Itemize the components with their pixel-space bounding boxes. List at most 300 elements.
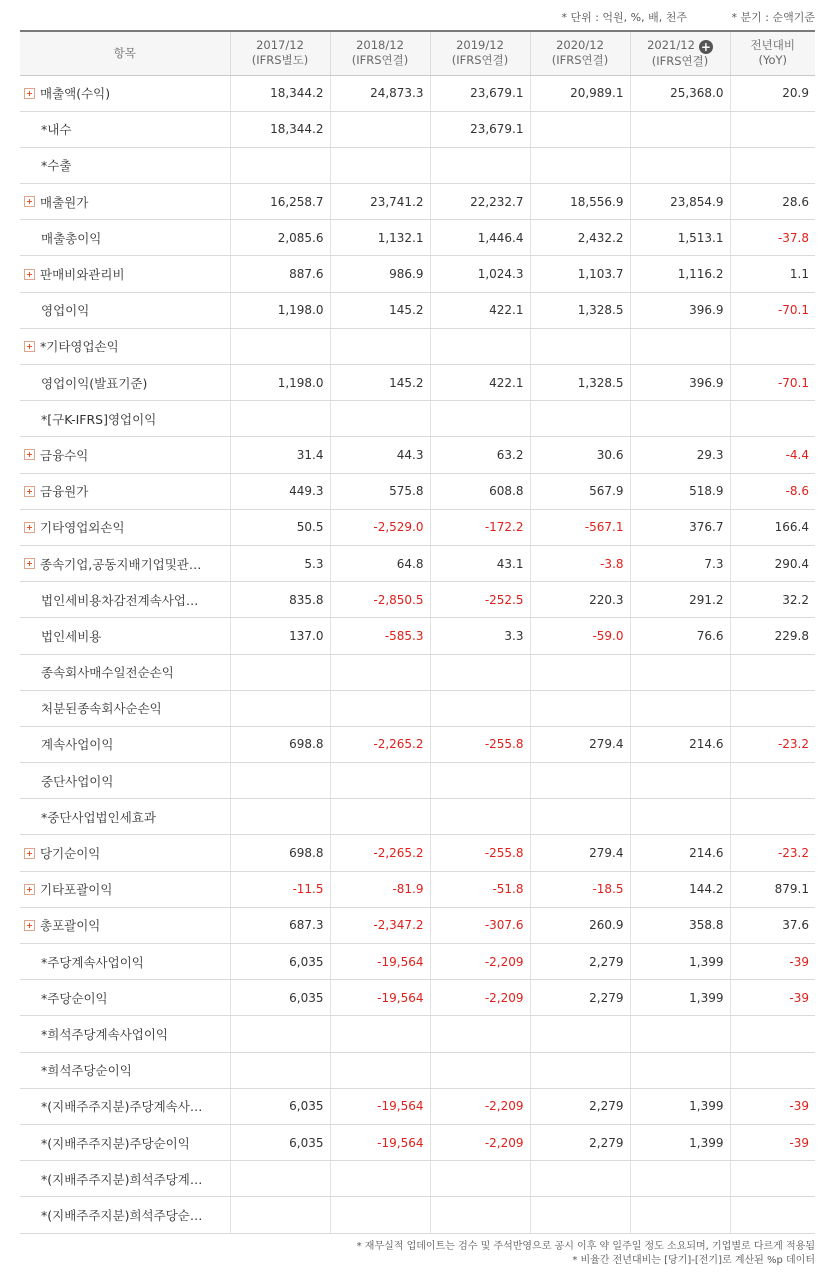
table-row (20, 147, 815, 183)
value-cell: 1,399 (630, 944, 730, 980)
value-cell (530, 401, 630, 437)
value-cell: -4.4 (730, 437, 815, 473)
value-cell: -2,209 (430, 980, 530, 1016)
row-label: *[구K-IFRS]영업이익 (41, 411, 157, 427)
value-cell: 37.6 (730, 907, 815, 943)
value-cell: 422.1 (430, 292, 530, 328)
row-label-cell[interactable] (20, 437, 230, 473)
row-label: *(지배주주지분)주당계속사… (41, 1099, 203, 1115)
row-label-cell[interactable] (20, 509, 230, 545)
value-cell: -39 (730, 1088, 815, 1124)
value-cell: 376.7 (630, 509, 730, 545)
value-cell: -2,209 (430, 944, 530, 980)
value-cell: 1,328.5 (530, 365, 630, 401)
value-cell (230, 401, 330, 437)
value-cell: -39 (730, 1124, 815, 1160)
row-label: *주당계속사업이익 (41, 954, 144, 970)
value-cell: 6,035 (230, 1124, 330, 1160)
value-cell: 2,279 (530, 944, 630, 980)
value-cell (330, 1052, 430, 1088)
row-label: *수출 (41, 158, 72, 174)
value-cell: 608.8 (430, 473, 530, 509)
row-label-cell (20, 1088, 230, 1124)
value-cell: 18,556.9 (530, 184, 630, 220)
footnote-update: * 재무실적 업데이트는 검수 및 주석반영으로 공시 이후 약 일주일 정도 소요되며, 기업별로 다르게 적용됨 (356, 1240, 815, 1252)
value-cell: 144.2 (630, 871, 730, 907)
header-2021: 2021/12 + (IFRS연결) (630, 31, 730, 75)
value-cell: -19,564 (330, 944, 430, 980)
expand-plus-icon[interactable] (24, 884, 35, 895)
value-cell: 6,035 (230, 1088, 330, 1124)
value-cell: -2,265.2 (330, 726, 430, 762)
table-row (20, 1197, 815, 1233)
value-cell (730, 690, 815, 726)
value-cell (330, 690, 430, 726)
value-cell: -18.5 (530, 871, 630, 907)
row-label: 종속기업,공동지배기업및관… (40, 556, 202, 572)
value-cell: 1,399 (630, 1124, 730, 1160)
value-cell (530, 1161, 630, 1197)
value-cell: 22,232.7 (430, 184, 530, 220)
value-cell: 44.3 (330, 437, 430, 473)
value-cell: 396.9 (630, 292, 730, 328)
value-cell: 1,446.4 (430, 220, 530, 256)
row-label: 매출총이익 (41, 230, 102, 246)
row-label: 중단사업이익 (41, 773, 114, 789)
row-label: 영업이익 (41, 303, 90, 319)
value-cell: 23,679.1 (430, 111, 530, 147)
value-cell: 1,198.0 (230, 365, 330, 401)
value-cell: 214.6 (630, 726, 730, 762)
row-label-cell (20, 365, 230, 401)
table-row (20, 726, 815, 762)
row-label: 금융원가 (40, 484, 89, 500)
value-cell: 2,279 (530, 1124, 630, 1160)
value-cell: -585.3 (330, 618, 430, 654)
value-cell (630, 111, 730, 147)
value-cell: 23,854.9 (630, 184, 730, 220)
row-label-cell (20, 763, 230, 799)
table-row (20, 799, 815, 835)
expand-plus-icon[interactable] (24, 920, 35, 931)
table-row (20, 292, 815, 328)
value-cell: 1,328.5 (530, 292, 630, 328)
row-label: *내수 (41, 122, 72, 138)
row-label-cell[interactable] (20, 871, 230, 907)
value-cell: 290.4 (730, 545, 815, 581)
row-label: 금융수익 (40, 447, 89, 463)
value-cell (530, 1197, 630, 1233)
expand-plus-icon[interactable] (24, 196, 35, 207)
row-label-cell[interactable] (20, 328, 230, 364)
row-label-cell (20, 1197, 230, 1233)
row-label: *중단사업법인세효과 (41, 809, 156, 825)
value-cell: 279.4 (530, 726, 630, 762)
row-label: 계속사업이익 (41, 737, 114, 753)
row-label-cell[interactable] (20, 907, 230, 943)
value-cell (630, 763, 730, 799)
value-cell (230, 763, 330, 799)
value-cell (730, 111, 815, 147)
value-cell (730, 1016, 815, 1052)
value-cell: -81.9 (330, 871, 430, 907)
value-cell: 6,035 (230, 944, 330, 980)
value-cell (430, 763, 530, 799)
table-row (20, 509, 815, 545)
value-cell: -70.1 (730, 292, 815, 328)
value-cell: 1,132.1 (330, 220, 430, 256)
table-row (20, 690, 815, 726)
table-row (20, 473, 815, 509)
table-row (20, 365, 815, 401)
header-2020: 2020/12 (IFRS연결) (530, 31, 630, 75)
unit-label: * 단위 : 억원, %, 배, 천주 (561, 11, 687, 24)
row-label: 매출액(수익) (40, 86, 111, 102)
value-cell: -255.8 (430, 835, 530, 871)
table-row (20, 328, 815, 364)
row-label-cell (20, 1016, 230, 1052)
value-cell: 25,368.0 (630, 75, 730, 111)
value-cell: -2,209 (430, 1088, 530, 1124)
value-cell: 23,741.2 (330, 184, 430, 220)
header-2018: 2018/12 (IFRS연결) (330, 31, 430, 75)
row-label-cell (20, 147, 230, 183)
value-cell (330, 1016, 430, 1052)
value-cell (330, 1161, 430, 1197)
row-label: *주당순이익 (41, 990, 108, 1006)
table-row (20, 1052, 815, 1088)
value-cell: 24,873.3 (330, 75, 430, 111)
value-cell: 32.2 (730, 582, 815, 618)
value-cell: 137.0 (230, 618, 330, 654)
value-cell (430, 654, 530, 690)
value-cell (730, 763, 815, 799)
value-cell: 28.6 (730, 184, 815, 220)
header-2017: 2017/12 (IFRS별도) (230, 31, 330, 75)
value-cell: 20,989.1 (530, 75, 630, 111)
value-cell: -19,564 (330, 1124, 430, 1160)
value-cell: 145.2 (330, 292, 430, 328)
value-cell: 214.6 (630, 835, 730, 871)
value-cell: -2,529.0 (330, 509, 430, 545)
row-label-cell (20, 220, 230, 256)
value-cell (230, 1052, 330, 1088)
table-row (20, 437, 815, 473)
value-cell: 279.4 (530, 835, 630, 871)
table-row (20, 618, 815, 654)
value-cell: -37.8 (730, 220, 815, 256)
value-cell: -23.2 (730, 835, 815, 871)
value-cell: -39 (730, 944, 815, 980)
row-label: 법인세비용차감전계속사업… (41, 592, 199, 608)
value-cell (430, 1197, 530, 1233)
value-cell (730, 328, 815, 364)
row-label: *기타영업손익 (40, 339, 119, 355)
row-label-cell (20, 726, 230, 762)
value-cell: 396.9 (630, 365, 730, 401)
value-cell: 879.1 (730, 871, 815, 907)
value-cell (630, 690, 730, 726)
expand-plus-icon[interactable] (24, 522, 35, 533)
value-cell: 31.4 (230, 437, 330, 473)
value-cell (730, 1197, 815, 1233)
table-header-row (20, 31, 815, 75)
expand-plus-icon[interactable] (24, 341, 35, 352)
row-label-cell (20, 1052, 230, 1088)
basis-label: * 분기 : 순액기준 (731, 11, 815, 24)
value-cell (230, 1197, 330, 1233)
table-row (20, 545, 815, 581)
value-cell: 260.9 (530, 907, 630, 943)
value-cell: 220.3 (530, 582, 630, 618)
financial-table (20, 30, 815, 1234)
table-row (20, 1088, 815, 1124)
row-label-cell (20, 654, 230, 690)
value-cell: -8.6 (730, 473, 815, 509)
row-label-cell (20, 401, 230, 437)
unit-note (0, 0, 835, 30)
table-row (20, 1124, 815, 1160)
row-label: 총포괄이익 (40, 918, 101, 934)
value-cell (530, 763, 630, 799)
table-row (20, 401, 815, 437)
value-cell: 575.8 (330, 473, 430, 509)
value-cell (230, 328, 330, 364)
value-cell (730, 1161, 815, 1197)
table-row (20, 871, 815, 907)
value-cell: -51.8 (430, 871, 530, 907)
value-cell: 1.1 (730, 256, 815, 292)
value-cell: 64.8 (330, 545, 430, 581)
row-label: 처분된종속회사순손익 (41, 701, 162, 717)
value-cell: 16,258.7 (230, 184, 330, 220)
value-cell: 145.2 (330, 365, 430, 401)
value-cell: -70.1 (730, 365, 815, 401)
row-label-cell (20, 1161, 230, 1197)
value-cell (730, 1052, 815, 1088)
table-row (20, 1161, 815, 1197)
value-cell: 166.4 (730, 509, 815, 545)
value-cell: 1,116.2 (630, 256, 730, 292)
table-row (20, 220, 815, 256)
row-label: *희석주당순이익 (41, 1063, 132, 1079)
value-cell (730, 654, 815, 690)
value-cell: -23.2 (730, 726, 815, 762)
expand-plus-icon[interactable] (24, 269, 35, 280)
value-cell (330, 401, 430, 437)
expand-plus-icon[interactable] (24, 558, 35, 569)
value-cell: 518.9 (630, 473, 730, 509)
row-label: 판매비와관리비 (40, 267, 125, 283)
expand-plus-icon[interactable] (24, 449, 35, 460)
row-label: 기타영업외손익 (40, 520, 125, 536)
value-cell: 698.8 (230, 835, 330, 871)
row-label-cell (20, 1124, 230, 1160)
value-cell: -307.6 (430, 907, 530, 943)
value-cell (630, 1197, 730, 1233)
value-cell (530, 1016, 630, 1052)
footnote-ratio: * 비율간 전년대비는 [당기]-[전기]로 계산된 %p 데이터 (572, 1254, 815, 1266)
value-cell (230, 1161, 330, 1197)
value-cell (530, 111, 630, 147)
value-cell (230, 1016, 330, 1052)
value-cell: -567.1 (530, 509, 630, 545)
row-label-cell (20, 582, 230, 618)
value-cell (230, 799, 330, 835)
expand-plus-icon[interactable] (24, 88, 35, 99)
value-cell: 687.3 (230, 907, 330, 943)
row-label-cell[interactable] (20, 184, 230, 220)
value-cell (330, 763, 430, 799)
value-cell: 229.8 (730, 618, 815, 654)
value-cell (530, 690, 630, 726)
row-label-cell (20, 799, 230, 835)
value-cell (630, 147, 730, 183)
row-label: *(지배주주지분)희석주당계… (41, 1171, 203, 1187)
header-2019: 2019/12 (IFRS연결) (430, 31, 530, 75)
value-cell: -2,850.5 (330, 582, 430, 618)
value-cell (730, 147, 815, 183)
expand-plus-icon[interactable] (24, 848, 35, 859)
value-cell: 50.5 (230, 509, 330, 545)
value-cell (330, 111, 430, 147)
value-cell: 43.1 (430, 545, 530, 581)
value-cell (730, 799, 815, 835)
value-cell (430, 147, 530, 183)
value-cell (430, 401, 530, 437)
row-label-cell[interactable] (20, 835, 230, 871)
value-cell (430, 1016, 530, 1052)
value-cell (230, 690, 330, 726)
row-label-cell[interactable] (20, 75, 230, 111)
table-row (20, 835, 815, 871)
value-cell: -2,347.2 (330, 907, 430, 943)
header-yoy: 전년대비 (YoY) (730, 31, 815, 75)
value-cell (530, 654, 630, 690)
value-cell: 422.1 (430, 365, 530, 401)
value-cell: 2,085.6 (230, 220, 330, 256)
expand-plus-icon[interactable] (24, 486, 35, 497)
value-cell: -59.0 (530, 618, 630, 654)
value-cell: -11.5 (230, 871, 330, 907)
value-cell: 2,279 (530, 1088, 630, 1124)
value-cell (430, 690, 530, 726)
table-row (20, 184, 815, 220)
value-cell (630, 654, 730, 690)
value-cell: -172.2 (430, 509, 530, 545)
value-cell (330, 654, 430, 690)
value-cell (530, 799, 630, 835)
value-cell: 29.3 (630, 437, 730, 473)
value-cell: 18,344.2 (230, 75, 330, 111)
value-cell: 835.8 (230, 582, 330, 618)
row-label: 당기순이익 (40, 846, 101, 862)
table-row (20, 256, 815, 292)
row-label-cell (20, 980, 230, 1016)
table-row (20, 111, 815, 147)
value-cell (530, 328, 630, 364)
value-cell: 567.9 (530, 473, 630, 509)
value-cell: 1,198.0 (230, 292, 330, 328)
add-column-icon[interactable]: + (700, 39, 711, 54)
value-cell: 291.2 (630, 582, 730, 618)
value-cell: -255.8 (430, 726, 530, 762)
value-cell (230, 147, 330, 183)
value-cell (230, 654, 330, 690)
row-label-cell (20, 111, 230, 147)
table-row (20, 763, 815, 799)
table-row (20, 582, 815, 618)
value-cell (530, 1052, 630, 1088)
value-cell (630, 1052, 730, 1088)
value-cell (630, 1161, 730, 1197)
table-row (20, 75, 815, 111)
value-cell (430, 1161, 530, 1197)
row-label: *(지배주주지분)희석주당순… (41, 1207, 203, 1223)
table-row (20, 944, 815, 980)
value-cell (430, 799, 530, 835)
value-cell (730, 401, 815, 437)
value-cell (430, 328, 530, 364)
value-cell: -19,564 (330, 1088, 430, 1124)
value-cell: 2,432.2 (530, 220, 630, 256)
value-cell: -252.5 (430, 582, 530, 618)
value-cell: -19,564 (330, 980, 430, 1016)
value-cell (630, 328, 730, 364)
row-label: 영업이익(발표기준) (41, 375, 148, 391)
value-cell (530, 147, 630, 183)
value-cell: 358.8 (630, 907, 730, 943)
value-cell: 986.9 (330, 256, 430, 292)
value-cell: 1,024.3 (430, 256, 530, 292)
row-label: 종속회사매수일전순손익 (41, 665, 174, 681)
row-label-cell[interactable] (20, 256, 230, 292)
table-row (20, 1016, 815, 1052)
value-cell: 5.3 (230, 545, 330, 581)
row-label: 기타포괄이익 (40, 882, 113, 898)
row-label-cell (20, 292, 230, 328)
footnotes (0, 1240, 835, 1268)
value-cell: 30.6 (530, 437, 630, 473)
value-cell: 20.9 (730, 75, 815, 111)
value-cell: 698.8 (230, 726, 330, 762)
value-cell (330, 328, 430, 364)
value-cell (630, 401, 730, 437)
table-row (20, 654, 815, 690)
row-label-cell (20, 690, 230, 726)
value-cell: 449.3 (230, 473, 330, 509)
value-cell: 18,344.2 (230, 111, 330, 147)
value-cell: -2,265.2 (330, 835, 430, 871)
value-cell: -2,209 (430, 1124, 530, 1160)
value-cell: 6,035 (230, 980, 330, 1016)
value-cell: 23,679.1 (430, 75, 530, 111)
value-cell (630, 1016, 730, 1052)
row-label-cell (20, 944, 230, 980)
value-cell: -3.8 (530, 545, 630, 581)
row-label: 매출원가 (40, 194, 89, 210)
row-label: 법인세비용 (41, 628, 102, 644)
row-label-cell[interactable] (20, 473, 230, 509)
value-cell: 2,279 (530, 980, 630, 1016)
row-label-cell[interactable] (20, 545, 230, 581)
row-label: *희석주당계속사업이익 (41, 1026, 169, 1042)
value-cell (330, 1197, 430, 1233)
value-cell (330, 147, 430, 183)
value-cell (330, 799, 430, 835)
value-cell: 1,103.7 (530, 256, 630, 292)
table-row (20, 907, 815, 943)
